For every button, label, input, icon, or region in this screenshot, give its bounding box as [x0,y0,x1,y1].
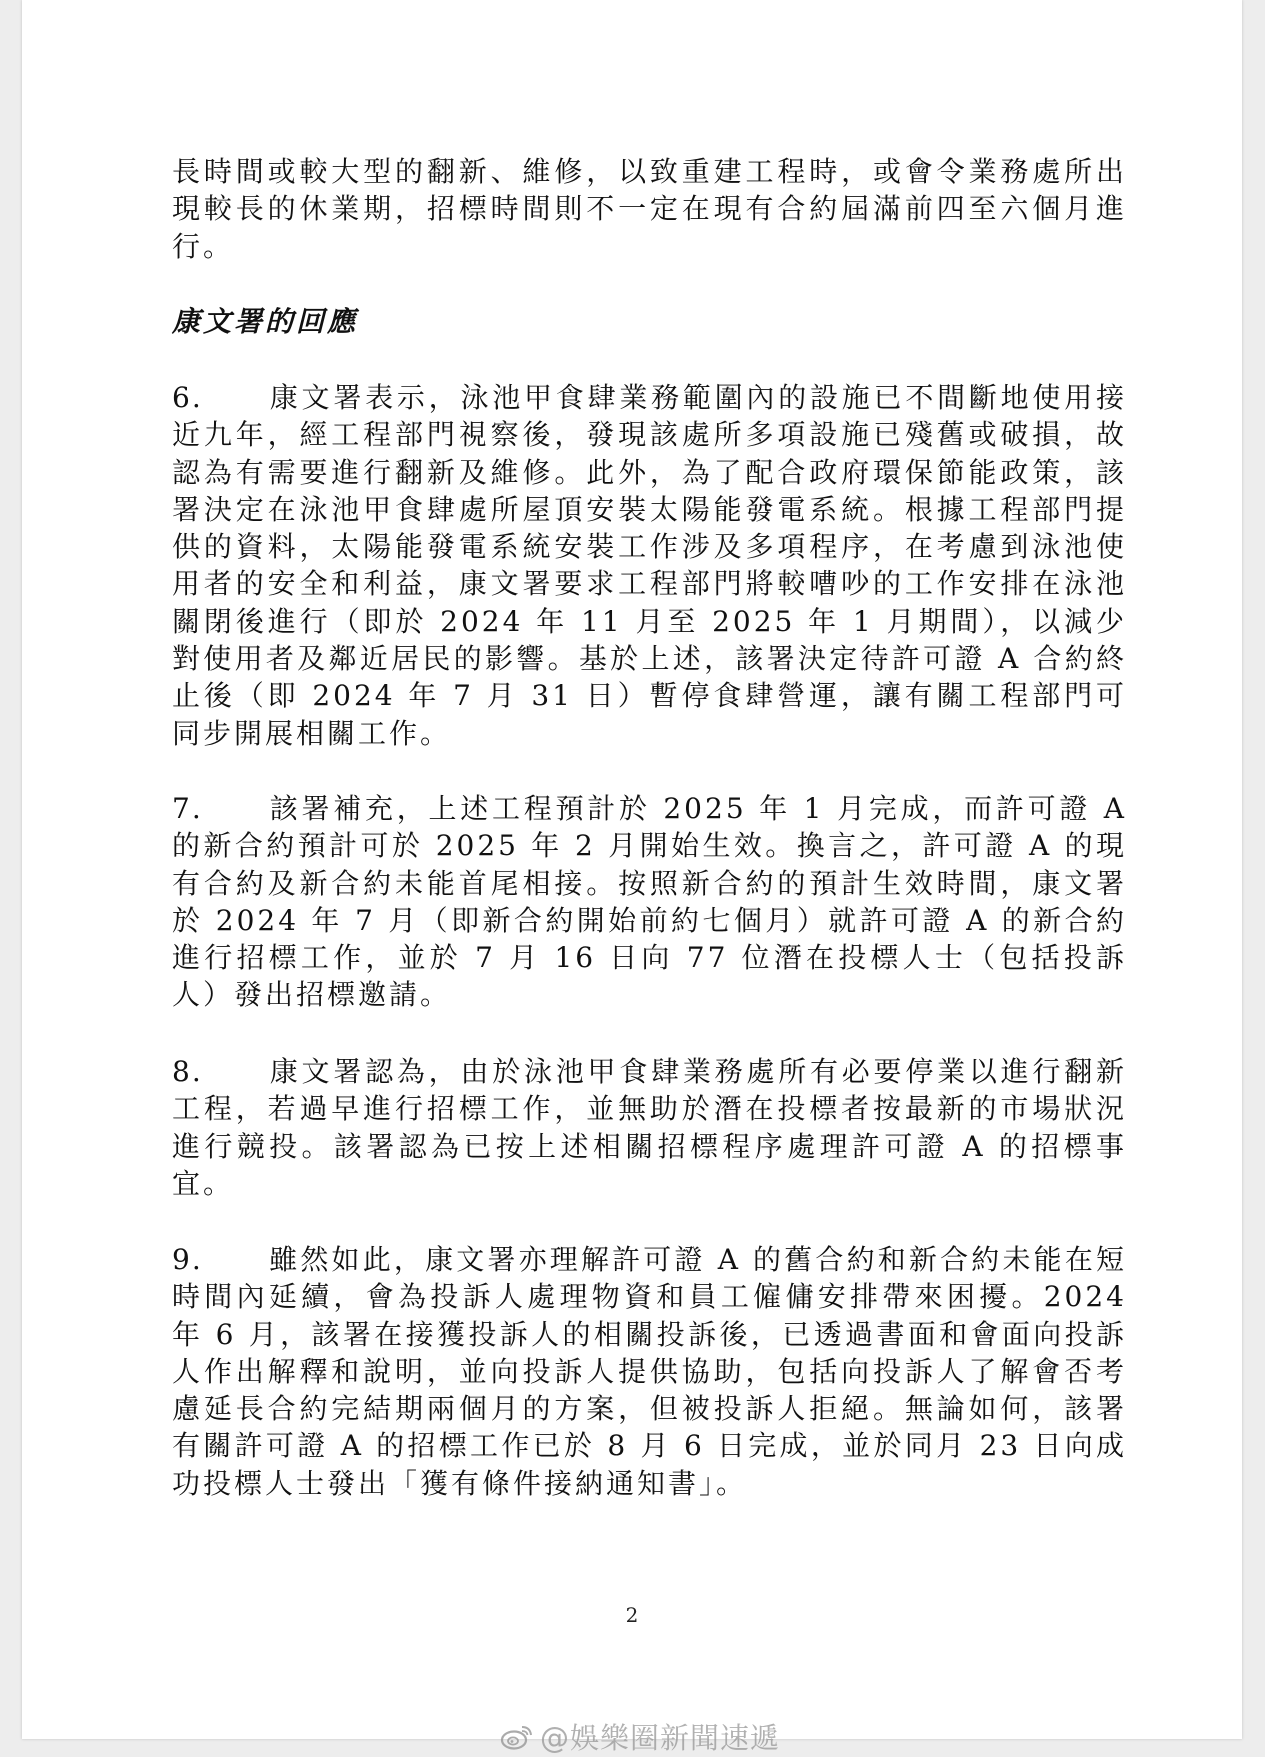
paragraph-7 [172,790,1127,1014]
paragraph-8 [172,1053,1127,1202]
paragraph-text: 該署補充，上述工程預計於 2025 年 1 月完成，而許可證 A 的新合約預計可於 2025 年 2 月開始生效。換言之，許可證 A 的現有合約及新合約未能首尾相接。按照新合約的預計生效時間，康文署於 2024 年 7 月（即新合約開始前約七個月）就許可證 A 的新合約進行招標工作，並於 7 月 16 日向 77 位潛在投標人士（包括投訴人）發出招標邀請。 [172,792,1127,1012]
document-page [22,0,1242,1739]
paragraph-text: 康文署認為，由於泳池甲食肆業務處所有必要停業以進行翻新工程，若過早進行招標工作，並無助於潛在投標者按最新的市場狀況進行競投。該署認為已按上述相關招標程序處理許可證 A 的招標事宜。 [172,1055,1127,1200]
paragraph-number: 6. [172,381,203,414]
paragraph-6 [172,379,1127,752]
section-heading: 康文署的回應 [172,305,359,338]
paragraph-number: 7. [172,792,203,825]
paragraph-number: 9. [172,1243,203,1276]
paragraph-number: 8. [172,1055,203,1088]
watermark [500,1716,780,1757]
paragraph-9 [172,1241,1127,1502]
paragraph-text: 康文署表示，泳池甲食肆業務範圍內的設施已不間斷地使用接近九年，經工程部門視察後，發現該處所多項設施已殘舊或破損，故認為有需要進行翻新及維修。此外，為了配合政府環保節能政策，該署決定在泳池甲食肆處所屋頂安裝太陽能發電系統。根據工程部門提供的資料，太陽能發電系統安裝工作涉及多項程序，在考慮到泳池使用者的安全和利益，康文署要求工程部門將較嘈吵的工作安排在泳池關閉後進行（即於 2024 年 11 月至 2025 年 1 月期間），以減少對使用者及鄰近居民的影響。基於上述，該署決定待許可證 A 合約終止後（即 2024 年 7 月 31 日）暫停食肆營運，讓有關工程部門可同步開展相關工作。 [172,381,1127,750]
weibo-logo-icon [500,1723,534,1751]
watermark-text: @娛樂圈新聞速遞 [540,1721,781,1755]
intro-paragraph: 長時間或較大型的翻新、維修，以致重建工程時，或會令業務處所出現較長的休業期，招標時間則不一定在現有合約屆滿前四至六個月進行。 [172,155,1127,263]
page-number: 2 [625,1603,639,1627]
paragraph-text: 雖然如此，康文署亦理解許可證 A 的舊合約和新合約未能在短時間內延續，會為投訴人處理物資和員工僱傭安排帶來困擾。2024 年 6 月，該署在接獲投訴人的相關投訴後，已透過書面和會面向投訴人作出解釋和說明，並向投訴人提供協助，包括向投訴人了解會否考慮延長合約完結期兩個月的方案，但被投訴人拒絕。無論如何，該署有關許可證 A 的招標工作已於 8 月 6 日完成，並於同月 23 日向成功投標人士發出「獲有條件接納通知書」。 [172,1243,1127,1500]
